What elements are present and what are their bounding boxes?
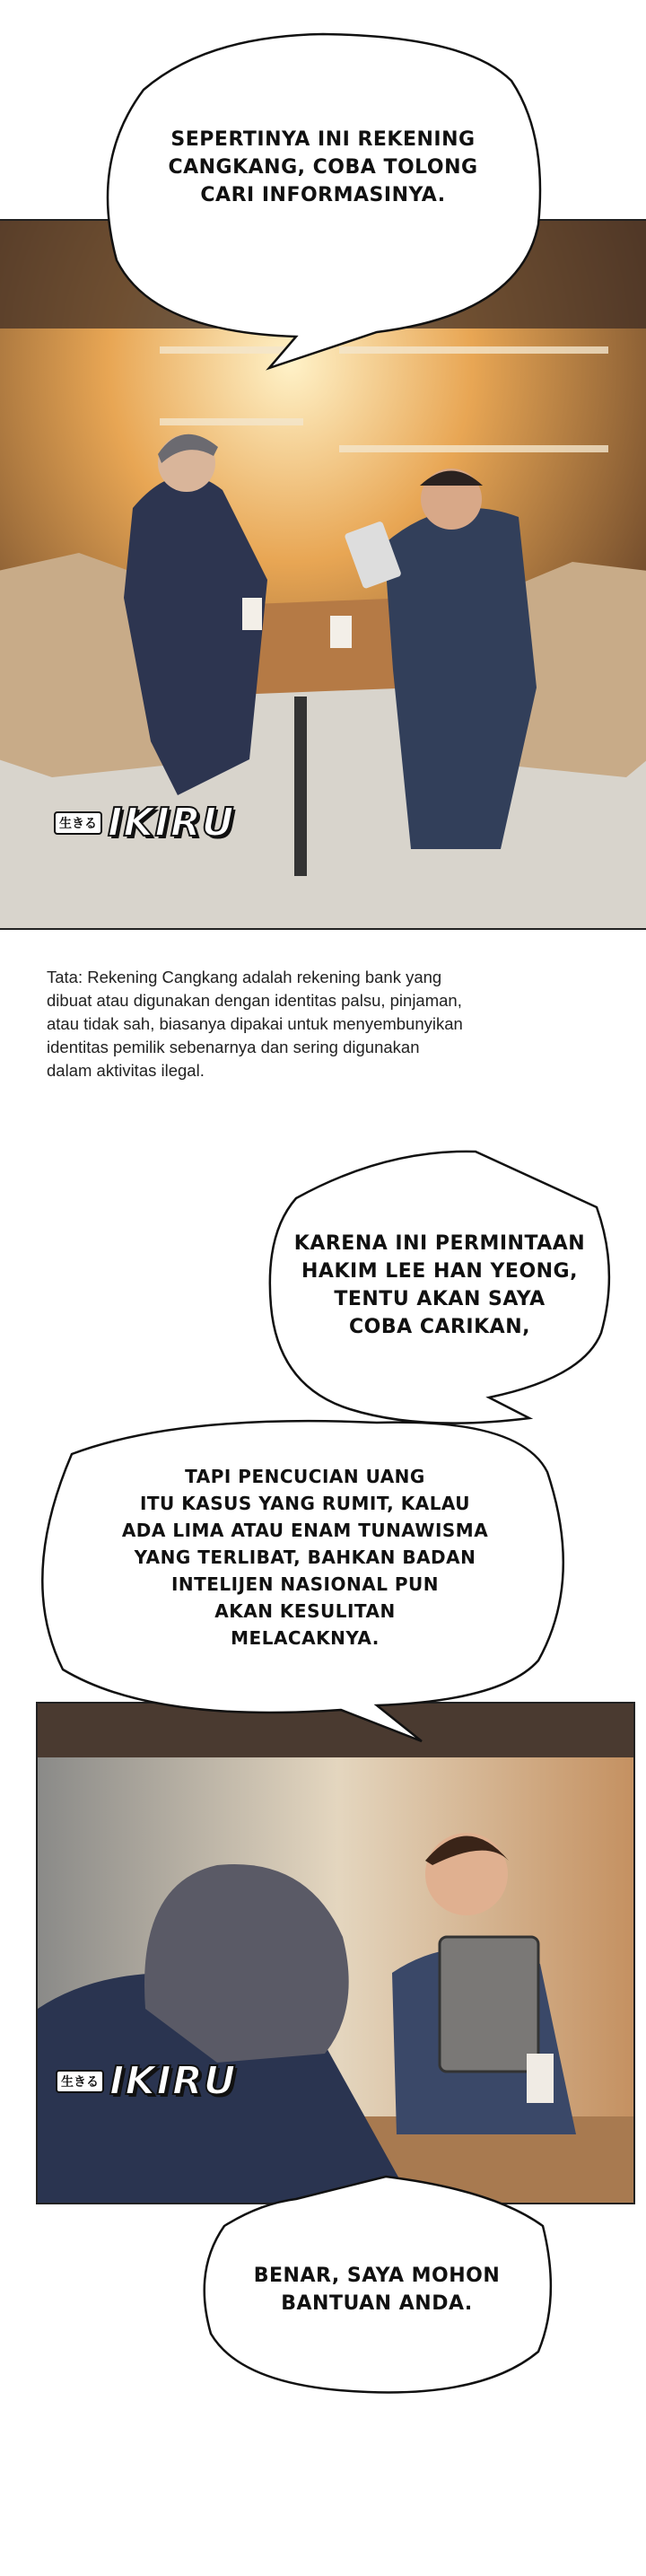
bubble-line: TENTU AKAN SAYA (334, 1288, 546, 1310)
bubble-line: YANG TERLIBAT, BAHKAN BADAN (134, 1546, 476, 1568)
bubble-line: SEPERTINYA INI REKENING (170, 128, 476, 151)
bubble-line: HAKIM LEE HAN YEONG, (301, 1260, 578, 1283)
bubble-line: ADA LIMA ATAU ENAM TUNAWISMA (121, 1520, 489, 1541)
tablet-scene-illustration (38, 1704, 635, 2204)
bubble-line: ITU KASUS YANG RUMIT, KALAU (139, 1493, 471, 1514)
ikiru-watermark (54, 800, 234, 846)
bubble-line: AKAN KESULITAN (214, 1600, 396, 1622)
bubble-line: BANTUAN ANDA. (281, 2292, 473, 2315)
note-line: identitas pemilik sebenarnya dan sering digunakan (47, 1038, 420, 1056)
speech-bubble-3 (81, 1463, 529, 1652)
ikiru-watermark (56, 2058, 236, 2104)
bubble-line: MELACAKNYA. (231, 1627, 380, 1649)
bubble-line: KARENA INI PERMINTAAN (293, 1232, 586, 1255)
bubble-line: CANGKANG, COBA TOLONG (168, 156, 478, 179)
note-line: dalam aktivitas ilegal. (47, 1061, 205, 1080)
bubble-line: TAPI PENCUCIAN UANG (185, 1466, 425, 1487)
comic-panel-tablet (36, 1702, 635, 2204)
watermark-word: IKIRU (108, 800, 235, 846)
bubble-line: COBA CARIKAN, (349, 1316, 530, 1338)
bubble-line: INTELIJEN NASIONAL PUN (170, 1573, 440, 1595)
watermark-word: IKIRU (109, 2058, 237, 2104)
note-line: atau tidak sah, biasanya dipakai untuk menyembunyikan (47, 1014, 463, 1033)
note-line: Tata: Rekening Cangkang adalah rekening bank yang (47, 968, 442, 986)
note-line: dibuat atau digunakan dengan identitas palsu, pinjaman, (47, 991, 462, 1010)
speech-bubble-4 (206, 2262, 547, 2318)
watermark-kanji: 生きる (56, 2070, 104, 2093)
speech-bubble-2 (269, 1230, 610, 1341)
watermark-kanji: 生きる (54, 811, 102, 835)
translator-note (47, 966, 603, 1082)
speech-bubble-1 (108, 126, 538, 209)
bubble-line: BENAR, SAYA MOHON (253, 2265, 501, 2287)
bubble-line: CARI INFORMASINYA. (200, 184, 446, 206)
